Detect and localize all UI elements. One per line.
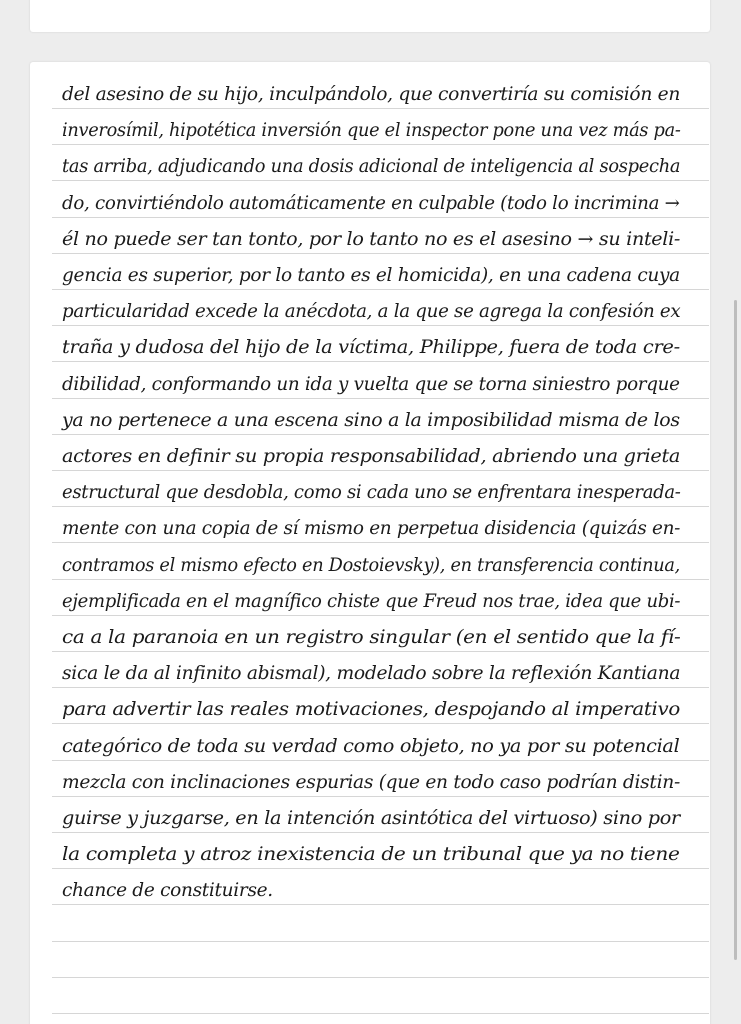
ruled-line [52,615,709,616]
text-line: tas arriba, adjudicando una dosis adicional de inteligencia al sospecha [62,156,681,178]
text-line: guirse y juzgarse, en la intención asintótica del virtuoso) sino por [62,808,680,829]
text-line: estructural que desdobla, como si cada uno se enfrentara inesperada- [62,482,681,504]
ruled-line [52,180,709,181]
ruled-line [52,470,709,471]
ruled-line [52,217,709,218]
scrollbar-thumb[interactable] [734,300,737,960]
text-line: actores en definir su propia responsabilidad, abriendo una grieta [62,446,681,467]
text-line: do, convirtiéndolo automáticamente en culpable (todo lo incrimina → [62,192,680,214]
text-line: categórico de toda su verdad como objeto, no ya por su potencial [62,735,680,757]
text-line: dibilidad, conformando un ida y vuelta que se torna siniestro porque [62,373,680,395]
text-line: traña y dudosa del hijo de la víctima, Philippe, fuera de toda cre- [62,337,680,359]
text-line: gencia es superior, por lo tanto es el homicida), en una cadena cuya [62,265,680,286]
text-line: mezcla con inclinaciones espurias (que en todo caso podrían distin- [62,771,680,793]
ruled-line [52,687,709,688]
ruled-line [52,253,709,254]
ruled-line [52,434,709,435]
ruled-line [52,904,709,905]
text-line: para advertir las reales motivaciones, despojando al imperativo [62,699,680,721]
ruled-line [52,542,709,543]
ruled-line [52,108,709,109]
ruled-line [52,941,709,942]
ruled-line [52,1013,709,1014]
ruled-line [52,506,709,507]
text-line: ya no pertenece a una escena sino a la imposibilidad misma de los [62,409,680,431]
ruled-line [52,796,709,797]
ruled-line [52,579,709,580]
ruled-line [52,760,709,761]
ruled-line [52,977,709,978]
text-line: chance de constituirse. [62,880,273,902]
text-line: particularidad excede la anécdota, a la que se agrega la confesión ex [62,301,681,323]
ruled-line [52,289,709,290]
text-line: él no puede ser tan tonto, por lo tanto no es el asesino → su inteli- [62,228,681,250]
text-line: mente con una copia de sí mismo en perpetua disidencia (quizás en- [62,518,681,540]
text-line: ca a la paranoia en un registro singular (en el sentido que la fí- [62,627,681,648]
text-line: sica le da al infinito abismal), modelado sobre la reflexión Kantiana [62,663,681,685]
notebook-page [30,62,710,1024]
ruled-line [52,868,709,869]
previous-page [30,0,710,32]
text-line: inverosímil, hipotética inversión que el inspector pone una vez más pa- [62,120,681,142]
ruled-line [52,723,709,724]
ruled-line [52,144,709,145]
ruled-line [52,398,709,399]
ruled-line [52,651,709,652]
text-line: la completa y atroz inexistencia de un tribunal que ya no tiene [62,844,680,866]
text-line: del asesino de su hijo, inculpándolo, que convertiría su comisión en [62,84,681,105]
ruled-line [52,361,709,362]
text-line: contramos el mismo efecto en Dostoievsky), en transferencia continua, [62,554,681,576]
ruled-line [52,325,709,326]
ruled-line [52,832,709,833]
text-line: ejemplificada en el magnífico chiste que Freud nos trae, idea que ubi- [62,590,681,612]
